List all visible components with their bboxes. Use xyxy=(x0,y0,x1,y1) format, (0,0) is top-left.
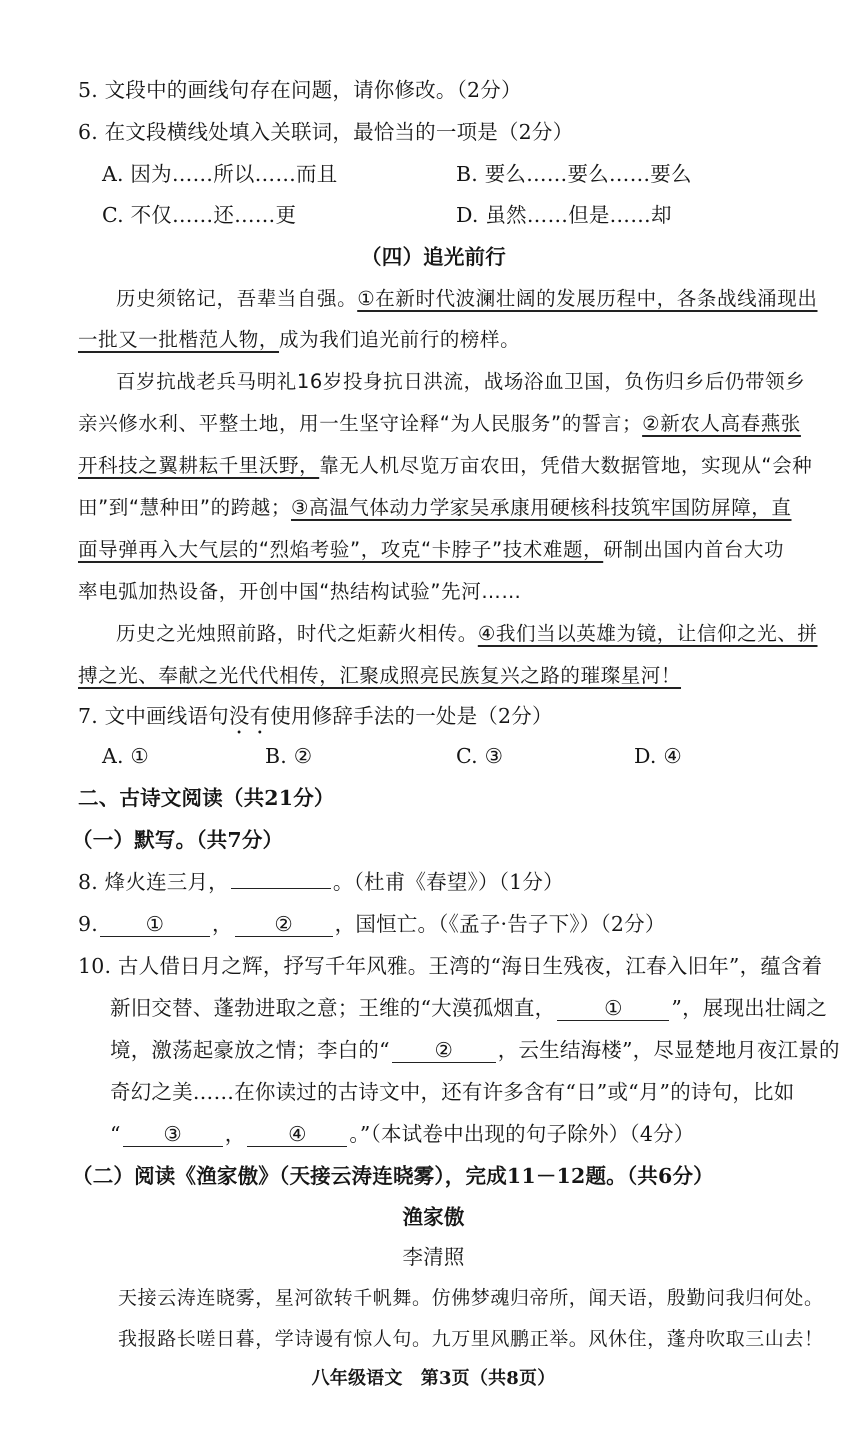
comma: ， xyxy=(211,912,233,936)
answer-blank-2[interactable]: ② xyxy=(235,912,333,937)
passage-paragraph-2-line-1: 百岁抗战老兵马明礼16岁投身抗日洪流，战场浴血卫国，负伤归乡后仍带领乡 xyxy=(116,370,806,393)
underlined-sentence-2: ②新农人高春燕张 xyxy=(642,412,801,435)
question-10-text: 新旧交替、蓬勃进取之意；王维的“大漠孤烟直， xyxy=(110,996,556,1020)
question-10-text: ，云生结海楼”，尽显楚地月夜江景的 xyxy=(497,1038,840,1062)
question-7-option-d: D. ④ xyxy=(634,744,682,768)
question-10-line-5 xyxy=(110,1120,694,1148)
passage-paragraph-3-line-1 xyxy=(116,620,818,648)
question-8 xyxy=(78,868,564,896)
poem-title: 渔家傲 xyxy=(402,1205,465,1229)
passage-paragraph-1-line-2 xyxy=(78,326,520,354)
passage-text: 亲兴修水利、平整土地，用一生坚守诠释“为人民服务”的誓言； xyxy=(78,412,643,435)
question-8-source: 。（杜甫《春望》）（1分） xyxy=(332,870,564,894)
passage-paragraph-2-line-2 xyxy=(78,410,801,438)
passage-paragraph-2-line-5 xyxy=(78,536,784,564)
passage-paragraph-2-line-6: 率电弧加热设备，开创中国“热结构试验”先河…… xyxy=(78,580,522,603)
underlined-sentence-2-cont: 开科技之翼耕耘千里沃野， xyxy=(78,454,320,477)
underlined-sentence-1: ①在新时代波澜壮阔的发展历程中，各条战线涌现出 xyxy=(357,287,818,310)
comma: ， xyxy=(224,1122,246,1146)
poem-line-2: 我报路长嗟日暮，学诗谩有惊人句。九万里风鹏正举。风休住，蓬舟吹取三山去！ xyxy=(118,1328,824,1350)
underlined-sentence-4-cont: 搏之光、奉献之光代代相传，汇聚成照亮民族复兴之路的璀璨星河！ xyxy=(78,664,682,687)
underlined-sentence-3-cont: 面导弹再入大气层的“烈焰考验”，攻克“卡脖子”技术难题， xyxy=(78,538,604,561)
passage-paragraph-3-line-2 xyxy=(78,662,681,690)
answer-blank-2[interactable]: ② xyxy=(392,1038,496,1063)
part-2-sub-1: （一）默写。（共7分） xyxy=(72,828,284,852)
answer-blank[interactable] xyxy=(231,888,331,889)
answer-blank-3[interactable]: ③ xyxy=(123,1122,223,1147)
question-6-stem: 6. 在文段横线处填入关联词，最恰当的一项是（2分） xyxy=(78,120,574,144)
question-7-text: 7. 文中画线语句 xyxy=(78,704,229,728)
question-7-option-b: B. ② xyxy=(265,744,313,768)
page-footer: 八年级语文 第3页（共8页） xyxy=(311,1368,556,1389)
poem-line-1: 天接云涛连晓雾，星河欲转千帆舞。仿佛梦魂归帝所，闻天语，殷勤问我归何处。 xyxy=(118,1287,824,1309)
emphasis-text: 没有 xyxy=(228,704,271,728)
question-10-line-1: 10. 古人借日月之辉，抒写千年风雅。王湾的“海日生残夜，江春入旧年”，蕴含着 xyxy=(78,954,823,978)
section-4-title: （四）追光前行 xyxy=(361,245,506,269)
part-2-sub-2: （二）阅读《渔家傲》（天接云涛连晓雾），完成11－12题。（共6分） xyxy=(72,1164,714,1188)
question-7-stem xyxy=(78,702,553,739)
question-10-line-3 xyxy=(110,1036,840,1064)
passage-text: 成为我们追光前行的榜样。 xyxy=(279,328,521,351)
question-9-number: 9. xyxy=(78,912,98,936)
question-10-line-4: 奇幻之美……在你读过的古诗文中，还有许多含有“日”或“月”的诗句，比如 xyxy=(110,1080,795,1104)
answer-blank-1[interactable]: ① xyxy=(100,912,210,937)
answer-blank-1[interactable]: ① xyxy=(557,996,669,1021)
question-10-note: 。”（本试卷中出现的句子除外）（4分） xyxy=(349,1122,695,1146)
underlined-sentence-4: ④我们当以英雄为镜，让信仰之光、拼 xyxy=(477,622,818,645)
question-6-option-c: C. 不仅……还……更 xyxy=(102,203,297,227)
quote-mark: “ xyxy=(110,1122,121,1146)
question-10-text: 境，激荡起豪放之情；李白的“ xyxy=(110,1038,390,1062)
passage-text: 研制出国内首台大功 xyxy=(603,538,785,561)
passage-paragraph-2-line-4 xyxy=(78,494,792,522)
question-6-option-a: A. 因为……所以……而且 xyxy=(102,162,338,186)
question-6-option-b: B. 要么……要么……要么 xyxy=(456,162,692,186)
question-9 xyxy=(78,910,666,938)
question-10-line-2 xyxy=(110,994,827,1022)
question-9-source: ，国恒亡。（《孟子·告子下》）（2分） xyxy=(334,912,666,936)
poem-author: 李清照 xyxy=(402,1245,465,1269)
question-7-option-a: A. ① xyxy=(102,744,150,768)
passage-text: 历史之光烛照前路，时代之炬薪火相传。 xyxy=(116,622,478,645)
passage-paragraph-2-line-3 xyxy=(78,452,812,480)
passage-text: 田”到“慧种田”的跨越； xyxy=(78,496,292,519)
part-2-title: 二、古诗文阅读（共21分） xyxy=(78,786,335,810)
passage-text: 靠无人机尽览万亩农田，凭借大数据管地，实现从“会种 xyxy=(319,454,813,477)
underlined-sentence-3: ③高温气体动力学家吴承康用硬核科技筑牢国防屏障，直 xyxy=(291,496,792,519)
underlined-sentence-1-cont: 一批又一批楷范人物， xyxy=(78,328,280,351)
question-10-text: ”，展现出壮阔之 xyxy=(671,996,827,1020)
question-6-option-d: D. 虽然……但是……却 xyxy=(456,203,672,227)
question-7-option-c: C. ③ xyxy=(456,744,504,768)
question-5: 5. 文段中的画线句存在问题，请你修改。（2分） xyxy=(78,78,522,102)
passage-text: 历史须铭记，吾辈当自强。 xyxy=(116,287,358,310)
passage-paragraph-1-line-1 xyxy=(116,285,818,313)
question-8-text: 8. 烽火连三月， xyxy=(78,870,229,894)
answer-blank-4[interactable]: ④ xyxy=(247,1122,347,1147)
question-7-text: 使用修辞手法的一处是（2分） xyxy=(270,704,553,728)
